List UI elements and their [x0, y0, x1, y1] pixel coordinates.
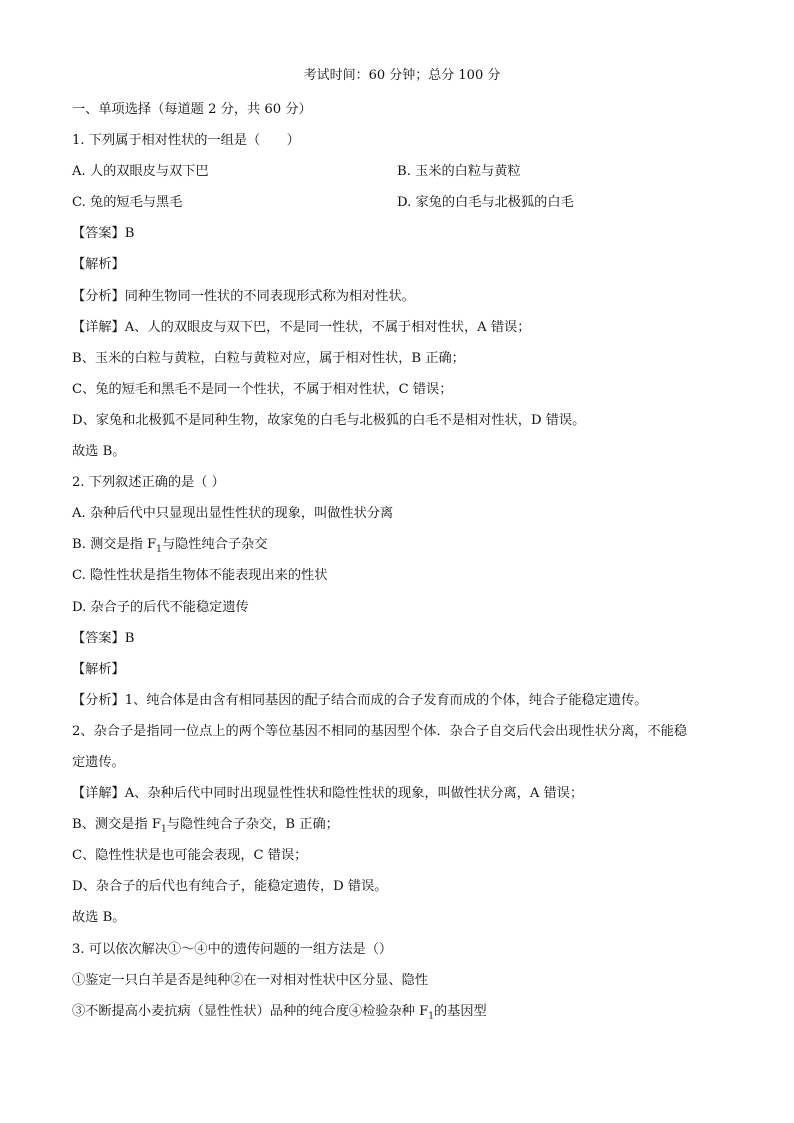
q2-fenxi-1: 【分析】1、纯合体是由含有相同基因的配子结合而成的合子发育而成的个体，纯合子能稳定遗传。 [72, 692, 648, 708]
q1-fenxi: 【分析】同种生物同一性状的不同表现形式称为相对性状。 [72, 288, 415, 304]
q1-options-row2 [72, 187, 732, 218]
q2-option-c: C. 隐性性状是指生物体不能表现出来的性状 [72, 568, 328, 584]
q3-line2-post: 的基因型 [433, 1003, 487, 1019]
q1-stem: 1. 下列属于相对性状的一组是（ ） [72, 133, 300, 149]
q2-xiangjie-b-pre: B、测交是指 F [72, 817, 161, 833]
q2-stem: 2. 下列叙述正确的是（ ） [72, 475, 225, 491]
q2-fenxi-2b: 定遗传。 [72, 754, 125, 770]
q2-fenxi-2a: 2、杂合子是指同一位点上的两个等位基因不相同的基因型个体．杂合子自交后代会出现性状分离，不能稳 [72, 723, 688, 739]
q1-conclusion: 故选 B。 [72, 444, 126, 460]
q1-option-a: A. 人的双眼皮与双下巴 [72, 164, 209, 180]
q2-conclusion: 故选 B。 [72, 910, 126, 926]
q1-options-row1 [72, 156, 732, 187]
q1-xiangjie-b: B、玉米的白粒与黄粒，白粒与黄粒对应，属于相对性状，B 正确； [72, 350, 465, 366]
q2-xiangjie-b-post: 与隐性纯合子杂交，B 正确； [166, 817, 339, 833]
q2-option-b [72, 529, 732, 560]
q2-xiangjie-d: D、杂合子的后代也有纯合子，能稳定遗传，D 错误。 [72, 879, 388, 895]
q2-xiangjie-a: 【详解】A、杂种后代中同时出现显性性状和隐性性状的现象，叫做性状分离，A 错误； [72, 786, 584, 802]
section-title: 一、单项选择（每道题 2 分，共 60 分） [72, 102, 312, 117]
q1-answer: 【答案】B [72, 226, 135, 242]
q3-line2-sub: 1 [428, 1011, 434, 1022]
q1-option-b: B. 玉米的白粒与黄粒 [397, 164, 521, 180]
q2-option-b-pre: B. 测交是指 F [72, 537, 157, 553]
q2-answer: 【答案】B [72, 630, 135, 646]
q1-xiangjie-a: 【详解】A、人的双眼皮与双下巴，不是同一性状，不属于相对性状，A 错误； [72, 319, 531, 335]
q2-option-b-post: 与隐性纯合子杂交 [161, 537, 268, 553]
q3-line2-pre: ③不断提高小麦抗病（显性性状）品种的纯合度④检验杂种 F [72, 1003, 429, 1019]
q2-analysis-head: 【解析】 [72, 661, 125, 677]
q2-xiangjie-c: C、隐性性状是也可能会表现，C 错误； [72, 848, 308, 864]
q2-option-b-sub: 1 [156, 544, 162, 555]
q1-option-d: D. 家兔的白毛与北极狐的白毛 [397, 195, 574, 211]
q2-xiangjie-b-sub: 1 [160, 824, 167, 835]
q3-stem: 3. 可以依次解决①～④中的遗传问题的一组方法是（） [72, 941, 393, 957]
q1-option-c: C. 兔的短毛与黑毛 [72, 195, 183, 211]
q2-option-a: A. 杂种后代中只显现出显性性状的现象，叫做性状分离 [72, 506, 394, 522]
q1-xiangjie-c: C、兔的短毛和黑毛不是同一个性状，不属于相对性状，C 错误； [72, 381, 453, 397]
exam-header: 考试时间：60 分钟；总分 100 分 [303, 68, 501, 83]
q2-option-d: D. 杂合子的后代不能稳定遗传 [72, 599, 249, 615]
document-page [72, 62, 732, 1027]
q2-xiangjie-b [72, 809, 732, 840]
q3-line2 [72, 996, 732, 1027]
q1-analysis-head: 【解析】 [72, 257, 125, 273]
q1-xiangjie-d: D、家兔和北极狐不是同种生物，故家兔的白毛与北极狐的白毛不是相对性状，D 错误。 [72, 412, 586, 428]
q3-line1: ①鉴定一只白羊是否是纯种②在一对相对性状中区分显、隐性 [72, 972, 429, 988]
